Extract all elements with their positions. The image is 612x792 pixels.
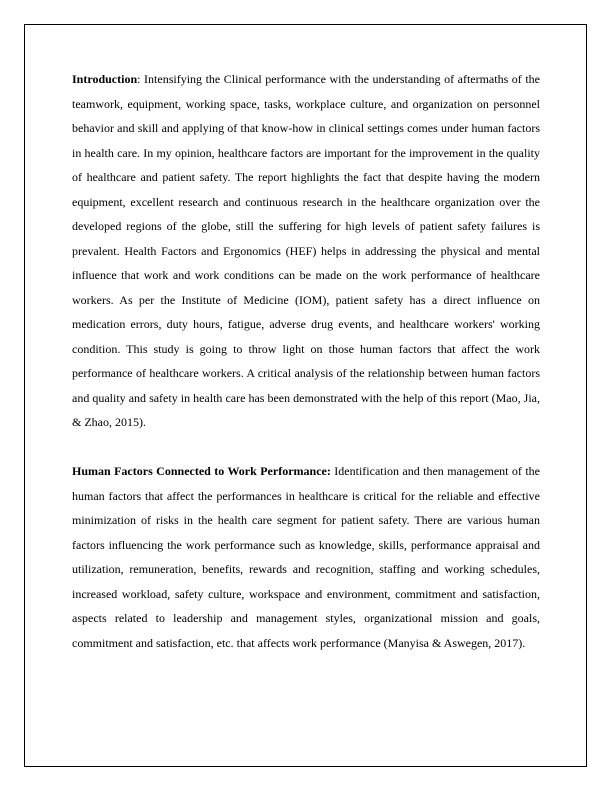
heading-separator: :	[137, 72, 145, 86]
document-body	[72, 67, 540, 655]
human-factors-paragraph	[72, 459, 540, 655]
human-factors-heading: Human Factors Connected to Work Performance:	[72, 464, 331, 478]
introduction-paragraph	[72, 67, 540, 435]
introduction-heading: Introduction	[72, 72, 138, 86]
human-factors-text: Identification and then management of the human factors that affect the performances in healthcare is critical for the reliable and effective minimization of risks in the health care segment for patient safety. There are various human factors influencing the work performance such as knowledge, skills, performance appraisal and utilization, remuneration, benefits, rewards and recognition, staffing and working schedules, increased workload, safety culture, workspace and environment, commitment and satisfaction, aspects related to leadership and management styles, organizational mission and goals, commitment and satisfaction, etc. that affects work performance (Manyisa & Aswegen, 2017).	[72, 464, 541, 650]
introduction-text: Intensifying the Clinical performance with the understanding of aftermaths of the teamwork, equipment, working space, tasks, workplace culture, and organization on personnel behavior and skill and applying of that know-how in clinical settings comes under human factors in health care. In my opinion, healthcare factors are important for the improvement in the quality of healthcare and patient safety. The report highlights the fact that despite having the modern equipment, excellent research and continuous research in the healthcare organization over the developed regions of the globe, still the suffering for high levels of patient safety failures is prevalent. Health Factors and Ergonomics (HEF) helps in addressing the physical and mental influence that work and work conditions can be made on the work performance of healthcare workers. As per the Institute of Medicine (IOM), patient safety has a direct influence on medication errors, duty hours, fatigue, adverse drug events, and healthcare workers' working condition. This study is going to throw light on those human factors that affect the work performance of healthcare workers. A critical analysis of the relationship between human factors and quality and safety in health care has been demonstrated with the help of this report (Mao, Jia, & Zhao, 2015).	[72, 72, 541, 429]
